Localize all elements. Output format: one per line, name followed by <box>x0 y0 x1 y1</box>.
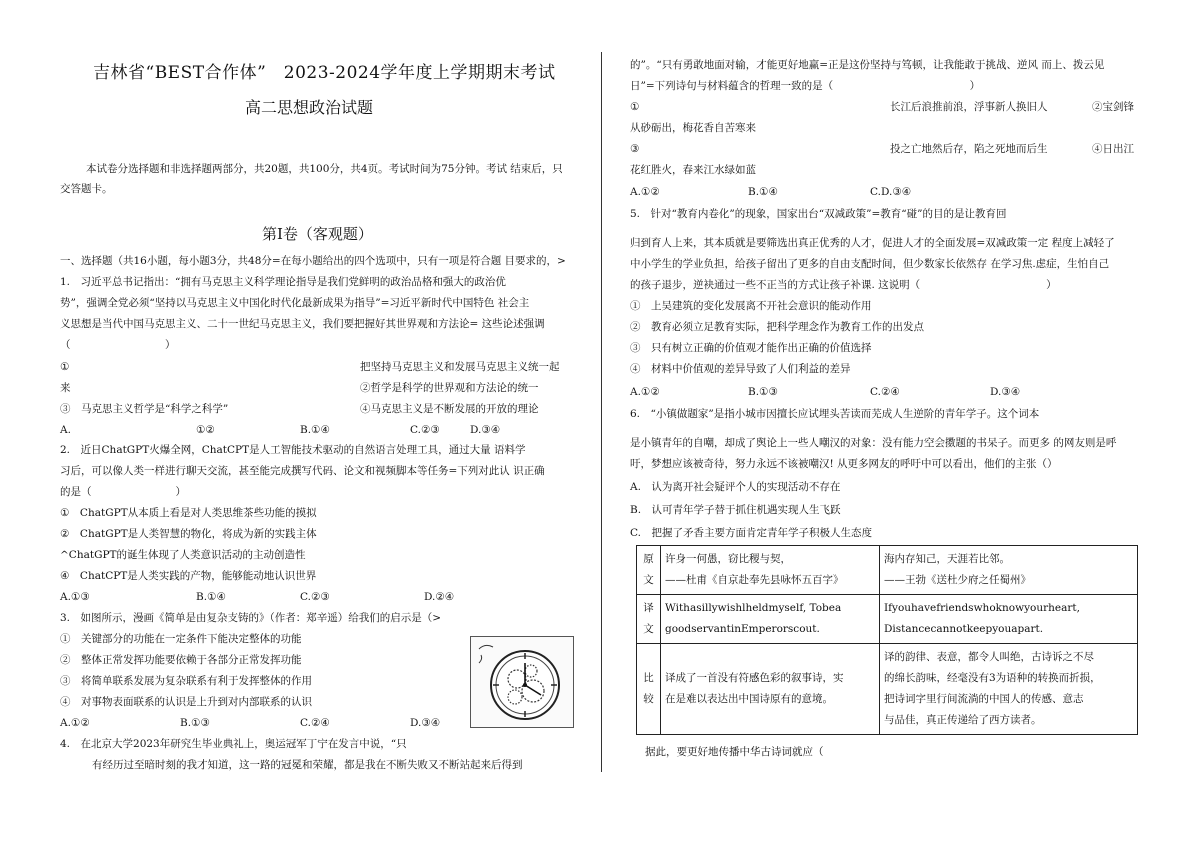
table-row <box>637 644 1138 735</box>
q4-answer-a: A.①② <box>630 186 660 198</box>
q1-option-2: ②哲学是科学的世界观和方法论的统一 <box>360 382 539 394</box>
q5-line-3: 中小学生的学业负担，给孩子留出了更多的自由支配时间，但少数家长依然存 在学习焦.虑症，生怕自己 <box>630 258 1110 270</box>
q1-answer-d: D.③④ <box>470 424 501 436</box>
q4-option-4-cont: 花红胜火，春来江水绿如蓝 <box>630 164 756 176</box>
q4-option-2: ②宝剑锋 <box>1092 101 1134 113</box>
q2-option-4: ④ ChatCPT是人类实践的产物，能够能动地认识世界 <box>60 570 317 582</box>
q1-line-3: 义思想是当代中国马克思主义、二十一世纪马克思主义，我们要把握好其世界观和方法论= 这些论述强调 <box>60 318 545 330</box>
q3-option-4: ④ 对事物表面联系的认识是上升到对内部联系的认识 <box>60 696 312 708</box>
q6-line-1: 6. “小镇做题家”是指小城市因擅长应试埋头苦读而芜成人生逆阶的青年学子。这个词本 <box>630 408 1040 420</box>
q2-answer-d: D.②④ <box>424 591 455 603</box>
clock-gears-icon <box>471 637 573 727</box>
q2-answer-a: A.①③ <box>60 591 90 603</box>
column-divider <box>601 52 602 772</box>
q1-option-4: ④马克思主义是不断发展的开放的理论 <box>360 403 539 415</box>
row-header-original: 原文 <box>637 546 661 595</box>
q4-line-1: 4. 在北京大学2023年研究生毕业典礼上，奥运冠军丁宁在发言中说，“只 <box>60 738 407 750</box>
q5-option-3: ③ 只有树立正确的价值观才能作出正确的价值选择 <box>630 342 872 354</box>
q5-answer-c: C.②④ <box>870 386 900 398</box>
q4-answer-c: C.D.③④ <box>870 186 912 198</box>
intro-line-2: 交答题卡。 <box>60 183 113 195</box>
exam-subtitle: 高二思想政治试题 <box>245 98 374 117</box>
q4-option-2-cont: 从砂砺出，梅花香自苦寒来 <box>630 122 756 134</box>
q3-answer-d: D.③④ <box>410 717 441 729</box>
q3-option-3: ③ 将简单联系发展为复杂联系有利于发挥整体的作用 <box>60 675 312 687</box>
q1-option-1: 把坚持马克思主义和发展马克思主义统一起 <box>360 361 560 373</box>
q2-option-3: ^ChatGPT的诞生体现了人类意识活动的主动创造性 <box>60 549 306 561</box>
q3-answer-b: B.①③ <box>180 717 210 729</box>
q3-line-1: 3. 如图所示，漫画《简单是由复杂支铸的》（作者：郑辛遥）给我们的启示是（> <box>60 612 442 624</box>
q6-option-c: C. 把握了矛香主要方面肯定青年学子积极人生态度 <box>630 527 872 539</box>
q2-line-3: 的是（ ） <box>60 486 186 498</box>
q4-option-3: 投之亡地然后存，陷之死地而后生 <box>890 143 1048 155</box>
q5-option-2: ② 教育必须立足教育实际，把科学理念作为教育工作的出发点 <box>630 321 924 333</box>
q6-line-3: 吁，梦想应该被奇待，努力永远不该被嘲汉! 从更多网友的呼吁中可以看出，他们的主张（） <box>630 458 1058 470</box>
cell-translation-2: Ifyouhavefriendswhoknowyourheart, Distancecannotkeepyouapart. <box>880 595 1138 644</box>
q2-answer-c: C.②③ <box>300 591 330 603</box>
q1-line-4: （ ） <box>60 339 176 351</box>
q5-answer-a: A.①② <box>630 386 660 398</box>
cell-translation-1: Withasillywishlheldmyself, Tobea goodservantinEmperorscout. <box>661 595 880 644</box>
q4-line-4: 日”=下列诗句与材料蕴含的哲理一致的是（ ） <box>630 80 981 92</box>
q4-option-1-marker: ① <box>630 101 640 113</box>
q2-option-2: ② ChatGPT是人类智慧的物化，将成为新的实践主体 <box>60 528 317 540</box>
q5-option-1: ① 上吴建筑的变化发展离不开社会意识的能动作用 <box>630 300 872 312</box>
q1-answer-b: B.①④ <box>300 424 330 436</box>
q5-answer-d: D.③④ <box>990 386 1021 398</box>
q4-option-1: 长江后浪推前浪，浮事新人换旧人 <box>890 101 1048 113</box>
q5-line-1: 5. 针对“教育内卷化”的现象，国家出台“双减政策”=教育“碰”的目的是让教育回 <box>630 208 1007 220</box>
q6-option-b: B. 认可青年学子替于抓住机遇实现人生飞跃 <box>630 504 841 516</box>
table-row <box>637 546 1138 595</box>
q4-line-3: 的”。“只有勇敢地面对输，才能更好地赢=正是这份坚持与笃顿，让我能敢于挑战、逆风 而上、拨云见 <box>630 59 1105 71</box>
q2-line-1: 2. 近日ChatGPT火爆全网，ChatCPT是人工智能技术驱动的自然语言处理工具，通过大量 语料学 <box>60 444 526 456</box>
q4-option-3-marker: ③ <box>630 143 640 155</box>
q2-option-1: ① ChatGPT从本质上看是对人类思维茶些功能的摸拟 <box>60 507 317 519</box>
q4-answer-b: B.①④ <box>748 186 778 198</box>
q1-answer-c: C.②③ <box>410 424 440 436</box>
q5-line-4: 的孩子退步，逆袂通过一些不正当的方式让孩子补课. 这说明（ ） <box>630 279 1057 291</box>
section-instruction: 一、选择题（共16小题，每小题3分，共48分=在每小题给出的四个选项中，只有一项是符合题 目要求的，> <box>60 255 566 267</box>
intro-line-1: 本试卷分选择题和非选择题两部分，共20题，共100分，共4页。考试时间为75分钟。考试 结束后，只 <box>86 163 563 175</box>
cell-comparison-2: 译的韵律、表意，都令人叫绝，古诗诉之不尽 的绵长韵味，经毫没有3为语种的转换而折损， 把诗词字里行间流淌的中国人的传感、意志 与品佳，真正传递给了西方读者。 <box>880 644 1138 735</box>
q3-option-2: ② 整体正常发挥功能要依赖于各部分正常发挥功能 <box>60 654 302 666</box>
q5-line-2: 归到育人上来，其本质就是要筛选出真正优秀的人才，促进人才的全面发展=双减政策一定 程度上减轻了 <box>630 237 1115 249</box>
cell-comparison-1: 译成了一首没有符感色彩的叙事诗，实 在是难以表达出中国诗原有的意境。 <box>661 644 880 735</box>
q3-option-1: ① 关键部分的功能在一定条件下能决定整体的功能 <box>60 633 302 645</box>
q3-answer-c: C.②④ <box>300 717 330 729</box>
q1-line-2: 势”，强调全党必须“坚持以马克思主义中国化时代化最新成果为指导”=习近平新时代中国特色 社会主 <box>60 297 530 309</box>
q6-option-a: A. 认为离开社会疑评个人的实现活动不存在 <box>630 481 841 493</box>
q5-option-4: ④ 材料中价值观的差异导致了人们利益的差异 <box>630 363 851 375</box>
q1-answer-a-value: ①② <box>196 424 215 436</box>
q5-answer-b: B.①③ <box>748 386 778 398</box>
q4-line-2: 有经历过至暗时刻的我才知道，这一路的冠冕和荣耀，都是我在不断失败又不断站起来后得到 <box>92 759 523 771</box>
q1-line-1: 1. 习近平总书记指出：“拥有马克思主义科学理论指导是我们党鲜明的政治品格和强大的政治优 <box>60 276 506 288</box>
q6-line-2: 是小镇青年的自嘲，却成了舆论上一些人嘲汉的对象：没有能力空会擞题的书呆子。而更多 的网友则是呼 <box>630 437 1117 449</box>
exam-title: 吉林省“BEST合作体” 2023-2024学年度上学期期末考试 <box>93 63 556 83</box>
row-header-comparison: 比较 <box>637 644 661 735</box>
q3-answer-a: A.①② <box>60 717 90 729</box>
translation-comparison-table <box>636 545 1138 735</box>
q1-option-3: ③ 马克思主义哲学是“科学之科学” <box>60 403 229 415</box>
section-title: 第I卷（客观题） <box>262 225 373 243</box>
row-header-translation: 译文 <box>637 595 661 644</box>
q4-option-4: ④日出江 <box>1092 143 1134 155</box>
q1-option-1-marker: ① <box>60 361 70 373</box>
cell-original-2: 海内存知己，天涯若比邻。 ——王勃《送杜少府之任蜀州》 <box>880 546 1138 595</box>
q1-option-1-cont: 来 <box>60 382 71 394</box>
q2-answer-b: B.①④ <box>196 591 226 603</box>
table-row <box>637 595 1138 644</box>
q2-line-2: 习后，可以像人类一样进行聊天交流，甚至能完成撰写代码、论文和视频脚本等任务=下列对此认 识正确 <box>60 465 545 477</box>
q1-answer-a: A. <box>60 424 71 436</box>
cell-original-1: 许身一何愚，窃比稷与契， ——杜甫《自京赴奉先县咏怀五百字》 <box>661 546 880 595</box>
cartoon-image <box>470 636 574 728</box>
q7-stem: 据此，要更好地传播中华古诗词就应（ <box>645 746 824 758</box>
